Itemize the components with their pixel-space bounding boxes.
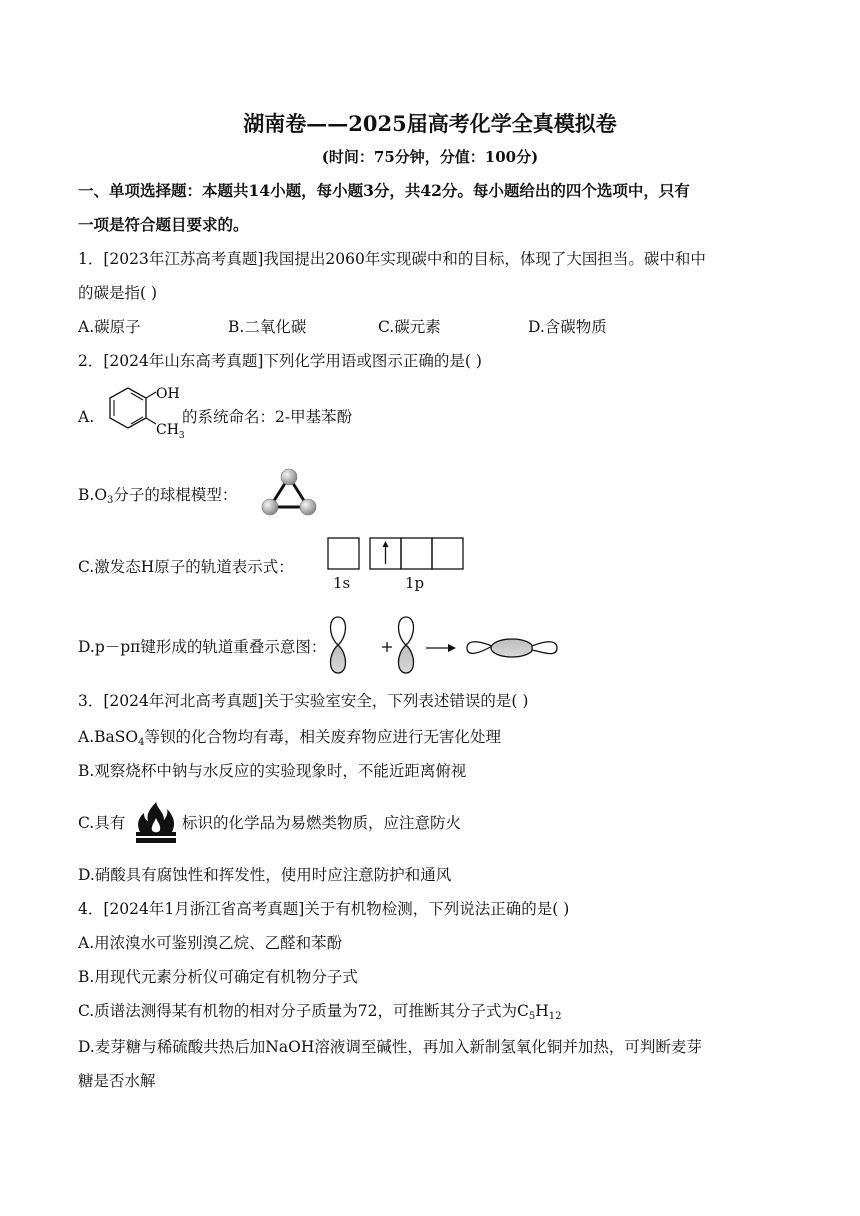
- q2-stem: 2．[2024年山东高考真题]下列化学用语或图示正确的是( ): [78, 352, 482, 370]
- page-subtitle: (时间：75分钟，分值：100分): [321, 148, 539, 166]
- q3-option-a: [78, 726, 501, 748]
- c5h12-formula-h: H: [535, 1002, 549, 1020]
- q2-option-a-text: 的系统命名：2-甲基苯酚: [182, 408, 353, 426]
- q3-option-a-prefix: A.: [78, 728, 95, 746]
- q3-option-a-text: 等钡的化合物均有毒，相关废弃物应进行无害化处理: [144, 728, 501, 746]
- q3-option-c-text: 标识的化学品为易燃类物质，应注意防火: [182, 814, 462, 832]
- q2-option-b-text: 分子的球棍模型：: [113, 486, 238, 504]
- q1-option-a: A.碳原子: [78, 318, 141, 336]
- o-cresol-structure-icon: [94, 386, 184, 442]
- q1-option-d: D.含碳物质: [528, 318, 607, 336]
- q2-option-d-prefix: D.: [78, 638, 95, 656]
- page-title: 湖南卷——2025届高考化学全真模拟卷: [243, 111, 617, 136]
- q4-option-d-line2: 糖是否水解: [78, 1072, 156, 1090]
- orbital-label-1s: 1s: [333, 574, 351, 592]
- section-instructions-line2: 一项是符合题目要求的。: [78, 215, 249, 234]
- q3-option-c-prefix: C.具有: [78, 814, 126, 832]
- q1-stem-line2: 的碳是指( ): [78, 284, 158, 302]
- ch3-label: $CH_3$: [156, 422, 185, 441]
- q2-option-d: [78, 636, 326, 658]
- o3-formula: O: [94, 486, 108, 504]
- q2-option-a: [78, 406, 94, 428]
- q4-stem: 4．[2024年1月浙江省高考真题]关于有机物检测，下列说法正确的是( ): [78, 900, 570, 918]
- baso4-subscript: 4: [138, 737, 145, 748]
- q4-option-b: B.用现代元素分析仪可确定有机物分子式: [78, 968, 358, 986]
- p-p-pi-formula: p－pπ: [94, 638, 141, 656]
- q2-option-b-prefix: B.: [78, 486, 95, 504]
- orbital-diagram-icon: [326, 536, 468, 572]
- q4-option-a: A.用浓溴水可鉴别溴乙烷、乙醛和苯酚: [78, 934, 343, 952]
- orbital-label-1p: 1p: [405, 574, 425, 592]
- flammable-hazard-icon: [134, 800, 178, 846]
- c5h12-sub-5: 5: [528, 1011, 536, 1022]
- c5h12-formula-c: C: [516, 1002, 529, 1020]
- c5h12-sub-12: 12: [548, 1011, 562, 1022]
- q1-stem-line1: 1．[2023年江苏高考真题]我国提出2060年实现碳中和的目标，体现了大国担当。碳中和中: [78, 250, 706, 268]
- q4-option-c: [78, 1000, 561, 1022]
- q2-option-a-prefix: A.: [78, 408, 95, 426]
- baso4-formula: BaSO: [94, 728, 139, 746]
- p-orbital-overlap-icon: [326, 614, 558, 676]
- q4-option-c-text: C.质谱法测得某有机物的相对分子质量为72，可推断其分子式为: [78, 1002, 517, 1020]
- o3-subscript: 3: [107, 495, 114, 506]
- q2-option-c-text: C.激发态H原子的轨道表示式：: [78, 558, 294, 576]
- q2-option-b: [78, 484, 237, 506]
- q3-option-b: B.观察烧杯中钠与水反应的实验现象时，不能近距离俯视: [78, 762, 467, 780]
- oh-label: OH: [156, 386, 180, 402]
- q3-option-d: D.硝酸具有腐蚀性和挥发性，使用时应注意防护和通风: [78, 866, 452, 884]
- q1-option-c: C.碳元素: [378, 318, 441, 336]
- o3-ball-stick-model-icon: [258, 466, 320, 520]
- q4-option-d-line1: D.麦芽糖与稀硫酸共热后加NaOH溶液调至碱性，再加入新制氢氧化铜并加热，可判断麦芽: [78, 1038, 702, 1056]
- q2-option-d-text: 键形成的轨道重叠示意图：: [140, 638, 327, 656]
- section-instructions-line1: 一、单项选择题：本题共14小题，每小题3分，共42分。每小题给出的四个选项中，只有: [78, 181, 690, 200]
- q1-option-b: B.二氧化碳: [228, 318, 307, 336]
- q3-stem: 3．[2024年河北高考真题]关于实验室安全，下列表述错误的是( ): [78, 692, 529, 710]
